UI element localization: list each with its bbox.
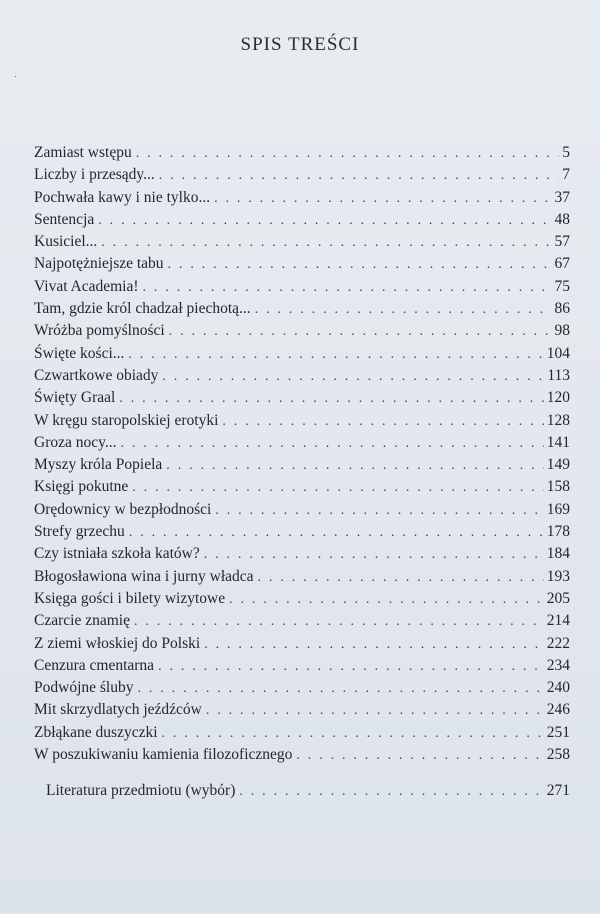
- literature-page: 271: [546, 782, 570, 799]
- toc-entry: [34, 343, 570, 365]
- toc-entry-title: W poszukiwaniu kamienia filozoficznego: [34, 746, 293, 764]
- toc-entry: [34, 276, 570, 298]
- toc-entry: [34, 320, 570, 342]
- toc-entry: [34, 677, 570, 699]
- toc-entry: [34, 142, 570, 164]
- toc-entry: [34, 432, 570, 454]
- toc-entry-title: Kusiciel...: [34, 233, 98, 251]
- toc-entry-page: 98: [554, 322, 570, 340]
- toc-entry-title: Liczby i przesądy...: [34, 166, 155, 184]
- toc-entry-title: Mit skrzydlatych jeźdźców: [34, 701, 202, 719]
- toc-entry: [34, 476, 570, 498]
- toc-entry: [34, 164, 570, 186]
- table-of-contents: [34, 142, 570, 766]
- toc-entry: [34, 298, 570, 320]
- leader-dots: [159, 165, 559, 187]
- toc-entry-page: 113: [547, 366, 570, 384]
- toc-entry-literature: [46, 782, 570, 800]
- leader-dots: [98, 210, 551, 232]
- toc-entry-page: 75: [554, 277, 570, 295]
- toc-entry-title: Czarcie znamię: [34, 612, 130, 630]
- toc-entry-title: Podwójne śluby: [34, 679, 134, 697]
- toc-entry-page: 178: [546, 523, 570, 541]
- toc-entry-title: Księgi pokutne: [34, 478, 129, 496]
- leader-dots: [137, 678, 543, 700]
- toc-entry-title: Tam, gdzie król chadzał piechotą...: [34, 300, 251, 318]
- toc-entry-title: Groza nocy...: [34, 433, 117, 451]
- toc-entry: [34, 187, 570, 209]
- toc-entry-title: Orędownicy w bezpłodności: [34, 500, 212, 518]
- leader-dots: [132, 477, 543, 499]
- toc-entry-title: Cenzura cmentarna: [34, 656, 155, 674]
- leader-dots: [134, 611, 544, 633]
- leader-dots: [121, 433, 544, 455]
- toc-entry: [34, 543, 570, 565]
- toc-entry-page: 184: [546, 545, 570, 563]
- toc-entry-title: Czy istniała szkoła katów?: [34, 545, 200, 563]
- toc-entry-page: 214: [546, 612, 570, 630]
- toc-entry-title: Czwartkowe obiady: [34, 366, 159, 384]
- leader-dots: [128, 344, 543, 366]
- toc-entry-page: 246: [546, 701, 570, 719]
- leader-dots: [143, 277, 552, 299]
- toc-entry-page: 205: [546, 589, 570, 607]
- toc-entry-title: Strefy grzechu: [34, 523, 125, 541]
- toc-entry: [34, 699, 570, 721]
- toc-entry: [34, 253, 570, 275]
- toc-entry-title: Myszy króla Popiela: [34, 456, 163, 474]
- leader-dots: [239, 784, 543, 800]
- toc-entry-page: 158: [546, 478, 570, 496]
- leader-dots: [162, 366, 544, 388]
- toc-entry-page: 67: [554, 255, 570, 273]
- page-title: SPIS TREŚCI: [240, 34, 360, 55]
- leader-dots: [169, 321, 552, 343]
- literature-title: Literatura przedmiotu (wybór): [46, 782, 236, 799]
- toc-entry: [34, 744, 570, 766]
- toc-entry-page: 120: [546, 389, 570, 407]
- leader-dots: [204, 544, 544, 566]
- toc-entry-page: 57: [554, 233, 570, 251]
- leader-dots: [119, 388, 543, 410]
- toc-entry-page: 141: [546, 433, 570, 451]
- toc-entry-page: 86: [554, 300, 570, 318]
- toc-entry-title: Z ziemi włoskiej do Polski: [34, 634, 201, 652]
- toc-entry: [34, 410, 570, 432]
- leader-dots: [101, 232, 551, 254]
- toc-entry: [34, 633, 570, 655]
- toc-entry: [34, 566, 570, 588]
- toc-entry: [34, 722, 570, 744]
- leader-dots: [136, 143, 560, 165]
- toc-entry-page: 5: [562, 144, 570, 161]
- leader-dots: [158, 656, 544, 678]
- leader-dots: [162, 723, 544, 745]
- leader-dots: [214, 188, 551, 210]
- toc-entry-page: 169: [546, 500, 570, 518]
- toc-entry: [34, 610, 570, 632]
- leader-dots: [168, 254, 552, 276]
- paper-speck: ˙: [14, 75, 18, 86]
- toc-entry-page: 128: [546, 411, 570, 429]
- toc-entry: [34, 365, 570, 387]
- toc-entry-page: 251: [546, 723, 570, 741]
- leader-dots: [129, 522, 544, 544]
- toc-entry: [34, 521, 570, 543]
- toc-entry-title: Święty Graal: [34, 389, 116, 407]
- toc-entry-title: Najpotężniejsze tabu: [34, 255, 164, 273]
- toc-entry: [34, 655, 570, 677]
- toc-entry-title: Vivat Academia!: [34, 277, 139, 295]
- leader-dots: [258, 567, 544, 589]
- toc-entry-page: 240: [546, 679, 570, 697]
- toc-entry-page: 48: [554, 210, 570, 228]
- toc-entry-title: Zamiast wstępu: [34, 144, 132, 161]
- toc-entry: [34, 209, 570, 231]
- toc-entry-title: Sentencja: [34, 210, 95, 228]
- toc-entry-title: Święte kości...: [34, 344, 125, 362]
- toc-entry-page: 234: [546, 656, 570, 674]
- toc-entry: [34, 231, 570, 253]
- toc-entry-page: 104: [546, 344, 570, 362]
- toc-entry: [34, 454, 570, 476]
- toc-entry: [34, 387, 570, 409]
- toc-entry: [34, 499, 570, 521]
- toc-entry-page: 7: [562, 166, 570, 184]
- leader-dots: [204, 634, 544, 656]
- leader-dots: [255, 299, 552, 321]
- leader-dots: [206, 700, 544, 722]
- toc-entry-page: 193: [546, 567, 570, 585]
- leader-dots: [222, 411, 543, 433]
- toc-entry-page: 37: [554, 188, 570, 206]
- toc-entry-page: 149: [546, 456, 570, 474]
- toc-entry: [34, 588, 570, 610]
- leader-dots: [166, 455, 543, 477]
- leader-dots: [229, 589, 544, 611]
- toc-entry-title: Księga gości i bilety wizytowe: [34, 589, 226, 607]
- toc-entry-title: Wróżba pomyślności: [34, 322, 165, 340]
- toc-entry-page: 258: [546, 746, 570, 764]
- leader-dots: [215, 500, 543, 522]
- toc-entry-page: 222: [546, 634, 570, 652]
- toc-entry-title: Pochwała kawy i nie tylko...: [34, 188, 211, 206]
- toc-entry-title: W kręgu staropolskiej erotyki: [34, 411, 219, 429]
- leader-dots: [296, 745, 543, 767]
- toc-entry-title: Zbłąkane duszyczki: [34, 723, 158, 741]
- toc-entry-title: Błogosławiona wina i jurny władca: [34, 567, 254, 585]
